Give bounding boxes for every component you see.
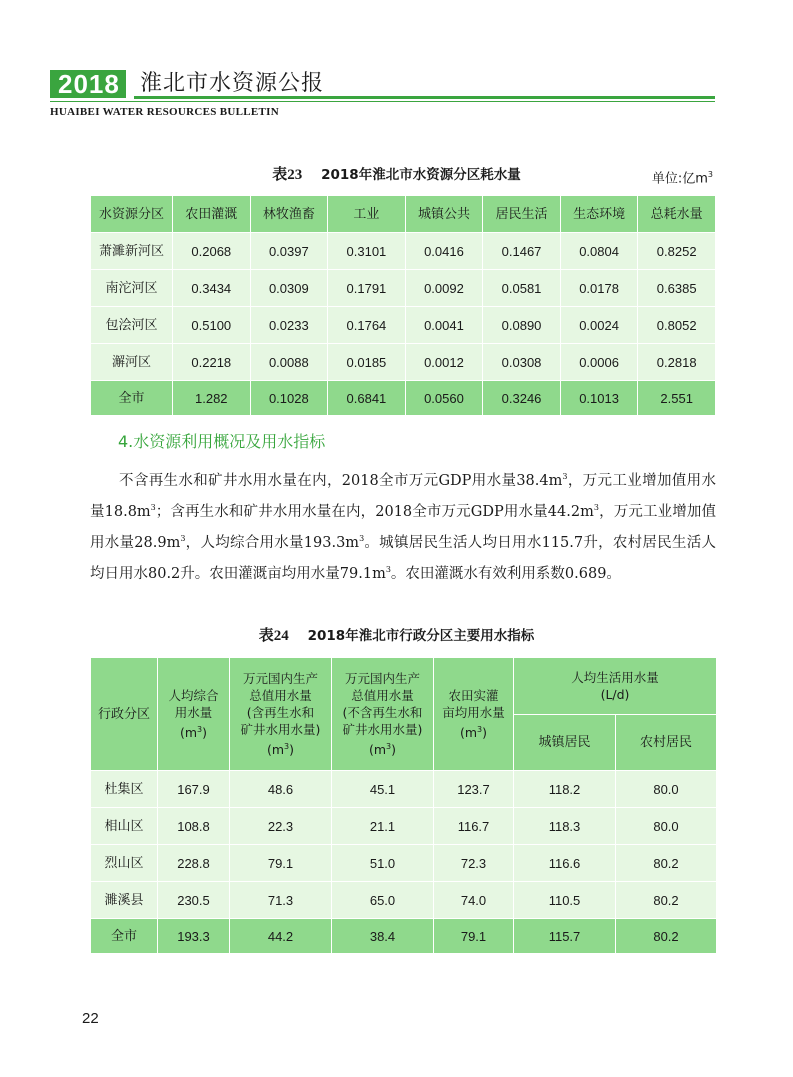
table24-caption <box>0 627 793 645</box>
table-cell: 71.3 <box>230 882 332 919</box>
table23-col-header: 工业 <box>328 196 406 233</box>
table-cell: 0.0041 <box>405 307 483 344</box>
table-cell: 79.1 <box>230 845 332 882</box>
table24-col-header: 人均综合 用水量 $(m^3)$ <box>158 658 230 771</box>
table-cell: 0.0178 <box>560 270 638 307</box>
table-cell: 0.1764 <box>328 307 406 344</box>
table-cell: 0.6385 <box>638 270 716 307</box>
table-cell: 22.3 <box>230 808 332 845</box>
table24-title: 2018年淮北市行政分区主要用水指标 <box>307 628 535 644</box>
table-cell: 0.0560 <box>405 381 483 416</box>
table-cell: 45.1 <box>332 771 434 808</box>
table-row <box>91 307 716 344</box>
table-cell: 118.3 <box>514 808 616 845</box>
table23-col-header: 农田灌溉 <box>173 196 251 233</box>
table-cell: 0.0309 <box>250 270 328 307</box>
table-cell: 0.1013 <box>560 381 638 416</box>
table-cell: 80.2 <box>616 919 717 954</box>
table-cell: 0.8252 <box>638 233 716 270</box>
table23-unit: 单位:亿$m^3$ <box>651 170 713 187</box>
table-cell: 230.5 <box>158 882 230 919</box>
row-label: 萧濉新河区 <box>91 233 173 270</box>
table-cell: 2.551 <box>638 381 716 416</box>
table-row <box>91 882 717 919</box>
table-cell: 0.0088 <box>250 344 328 381</box>
table23-col-header: 居民生活 <box>483 196 561 233</box>
table24-header-row <box>91 658 717 715</box>
row-label: 全市 <box>91 381 173 416</box>
table-cell: 0.0804 <box>560 233 638 270</box>
table-cell: 0.0581 <box>483 270 561 307</box>
table-cell: 0.8052 <box>638 307 716 344</box>
table24-group-header: 人均生活用水量 (L/d) <box>514 658 717 715</box>
table-cell: 0.1028 <box>250 381 328 416</box>
table-cell: 115.7 <box>514 919 616 954</box>
header-rule-thin <box>50 101 715 102</box>
table24-col-header: 农田实灌 亩均用水量 $(m^3)$ <box>434 658 514 771</box>
table23-number: 表23 <box>272 167 303 183</box>
table-cell: 80.2 <box>616 845 717 882</box>
table-cell: 0.2218 <box>173 344 251 381</box>
table-cell: 108.8 <box>158 808 230 845</box>
table-cell: 0.3101 <box>328 233 406 270</box>
row-label: 澥河区 <box>91 344 173 381</box>
table-cell: 0.0092 <box>405 270 483 307</box>
table-cell: 74.0 <box>434 882 514 919</box>
table-cell: 65.0 <box>332 882 434 919</box>
table24-col-header: 万元国内生产 总值用水量 (不含再生水和 矿井水用水量) $(m^3)$ <box>332 658 434 771</box>
table-cell: 72.3 <box>434 845 514 882</box>
page-header <box>50 70 715 120</box>
table-cell: 0.0308 <box>483 344 561 381</box>
header-rule-thick <box>134 96 715 99</box>
table-row-total <box>91 381 716 416</box>
table-row <box>91 270 716 307</box>
table-cell: 0.0185 <box>328 344 406 381</box>
table-cell: 118.2 <box>514 771 616 808</box>
table23-title: 2018年淮北市水资源分区耗水量 <box>321 167 521 183</box>
table23-col-header: 林牧渔畜 <box>250 196 328 233</box>
table-cell: 228.8 <box>158 845 230 882</box>
bulletin-title: 淮北市水资源公报 <box>140 71 325 96</box>
table-row <box>91 771 717 808</box>
table-cell: 0.0233 <box>250 307 328 344</box>
table-cell: 51.0 <box>332 845 434 882</box>
table-cell: 38.4 <box>332 919 434 954</box>
table-row <box>91 233 716 270</box>
table-cell: 0.5100 <box>173 307 251 344</box>
table-cell: 0.6841 <box>328 381 406 416</box>
table-cell: 0.0024 <box>560 307 638 344</box>
table-cell: 116.7 <box>434 808 514 845</box>
year-badge: 2018 <box>50 70 126 98</box>
table24-col-header: 万元国内生产 总值用水量 (含再生水和 矿井水用水量) $(m^3)$ <box>230 658 332 771</box>
page-number: 22 <box>82 1010 99 1027</box>
table-cell: 123.7 <box>434 771 514 808</box>
table23-header-row <box>91 196 716 233</box>
row-label: 全市 <box>91 919 158 954</box>
table-row <box>91 808 717 845</box>
table24-col-header: 城镇居民 <box>514 715 616 771</box>
table-row <box>91 845 717 882</box>
row-label: 南沱河区 <box>91 270 173 307</box>
table23-col-header: 城镇公共 <box>405 196 483 233</box>
section-heading: 4.水资源利用概况及用水指标 <box>118 432 326 451</box>
table-cell: 0.0416 <box>405 233 483 270</box>
table-cell: 0.0012 <box>405 344 483 381</box>
table-cell: 0.0006 <box>560 344 638 381</box>
table24 <box>90 657 717 954</box>
body-paragraph: 不含再生水和矿井水用水量在内，2018全市万元GDP用水量$38.4m^3$，万元工业增加值用水量$18.8m^3$；含再生水和矿井水用水量在内，2018全市万元GDP用水量$44.2m^3$，万元工业增加值用水量$28.9m^3$，人均综合用水量$193.3m^3$。城镇居民生活人均日用水115.7升，农村居民生活人均日用水80.2升。农田灌溉亩均用水量$79.1m^3$。农田灌溉水有效利用系数0.689。 <box>90 472 716 582</box>
table-row-total <box>91 919 717 954</box>
table-cell: 110.5 <box>514 882 616 919</box>
table-cell: 193.3 <box>158 919 230 954</box>
table23 <box>90 195 716 416</box>
table-cell: 0.1791 <box>328 270 406 307</box>
table23-col-header: 生态环境 <box>560 196 638 233</box>
row-label: 相山区 <box>91 808 158 845</box>
table-cell: 0.1467 <box>483 233 561 270</box>
table23-col-header: 总耗水量 <box>638 196 716 233</box>
table24-number: 表24 <box>258 628 289 644</box>
row-label: 包浍河区 <box>91 307 173 344</box>
table-cell: 48.6 <box>230 771 332 808</box>
table-cell: 116.6 <box>514 845 616 882</box>
table-cell: 167.9 <box>158 771 230 808</box>
bulletin-subtitle: HUAIBEI WATER RESOURCES BULLETIN <box>50 106 279 118</box>
table-cell: 1.282 <box>173 381 251 416</box>
row-label: 杜集区 <box>91 771 158 808</box>
table-row <box>91 344 716 381</box>
table-cell: 0.2818 <box>638 344 716 381</box>
row-label: 烈山区 <box>91 845 158 882</box>
table-cell: 79.1 <box>434 919 514 954</box>
table-cell: 0.2068 <box>173 233 251 270</box>
table-cell: 0.0397 <box>250 233 328 270</box>
table23-col-header: 水资源分区 <box>91 196 173 233</box>
table24-col-header: 农村居民 <box>616 715 717 771</box>
table-cell: 80.0 <box>616 771 717 808</box>
table-cell: 80.2 <box>616 882 717 919</box>
table-cell: 80.0 <box>616 808 717 845</box>
table-cell: 0.3434 <box>173 270 251 307</box>
table24-col-header: 行政分区 <box>91 658 158 771</box>
table-cell: 0.0890 <box>483 307 561 344</box>
row-label: 濉溪县 <box>91 882 158 919</box>
table-cell: 0.3246 <box>483 381 561 416</box>
table-cell: 44.2 <box>230 919 332 954</box>
table-cell: 21.1 <box>332 808 434 845</box>
